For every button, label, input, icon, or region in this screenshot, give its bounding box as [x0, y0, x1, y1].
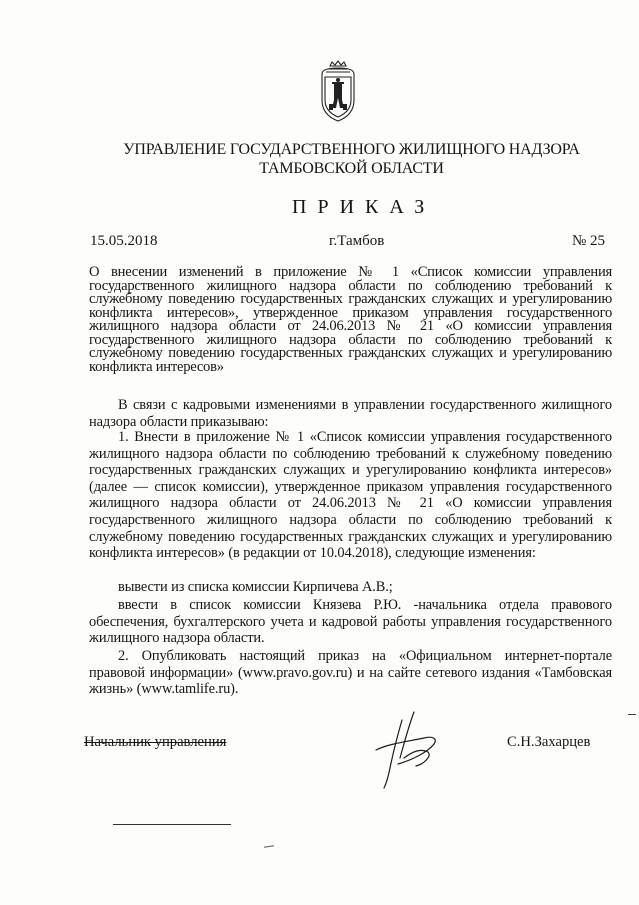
document-city: г.Тамбов [329, 233, 385, 249]
document-type: ПРИКАЗ [292, 196, 436, 218]
org-name-line2: ТАМБОВСКОЙ ОБЛАСТИ [259, 160, 444, 177]
preamble-paragraph: В связи с кадровыми изменениями в управлении государственного жилищного надзора области приказываю: [89, 397, 612, 430]
pen-mark [264, 845, 274, 847]
order-subject: О внесении изменений в приложение № 1 «Список комиссии управления государственного жилищного надзора области по соблюдению требований к служебному поведению государственных гражданских служащих и урегулированию конфликта интересов», утвержденное приказом управления государственного жилищного надзора области от 24.06.2013 № 21 «О комиссии управления государственного жилищного надзора области по соблюдению требований к служебному поведению государственных гражданских служащих и урегулированию конфликта интересов» [89, 264, 612, 375]
handwritten-signature [368, 708, 448, 790]
signatory-name: С.Н.Захарцев [507, 734, 591, 750]
item-2-paragraph: 2. Опубликовать настоящий приказ на «Официальном интернет-портале правовой информации» (www.pravo.gov.ru) и на сайте сетевого издания «Тамбовская жизнь» (www.tamlife.ru). [89, 648, 612, 698]
document-date: 15.05.2018 [90, 233, 158, 249]
item-1-inclusion: ввести в список комиссии Князева Р.Ю. -начальника отдела правового обеспечения, бухгалтерского учета и кадровой работы управления государственного жилищного надзора области. [89, 597, 612, 647]
org-name-line1: УПРАВЛЕНИЕ ГОСУДАРСТВЕННОГО ЖИЛИЩНОГО НАДЗОРА [123, 141, 580, 158]
document-number: № 25 [572, 233, 606, 249]
item-1-paragraph: 1. Внести в приложение № 1 «Список комиссии управления государственного жилищного надзора области по соблюдению требований к служебному поведению государственных гражданских служащих и урегулированию конфликта интересов» (далее — список комиссии), утвержденное приказом управления государственного жилищного надзора области от 24.06.2013 № 21 «О комиссии управления государственного жилищного надзора области по соблюдению требований к служебному поведению государственных гражданских служащих и урегулированию конфликта интересов» (в редакции от 10.04.2018), следующие изменения: [89, 429, 612, 562]
edge-mark [628, 714, 636, 715]
item-1-exclusion: вывести из списка комиссии Кирпичева А.В.; [118, 579, 393, 595]
signatory-title: Начальник управления [84, 734, 227, 750]
coat-of-arms-icon [318, 60, 358, 122]
underline-rule [113, 824, 231, 825]
